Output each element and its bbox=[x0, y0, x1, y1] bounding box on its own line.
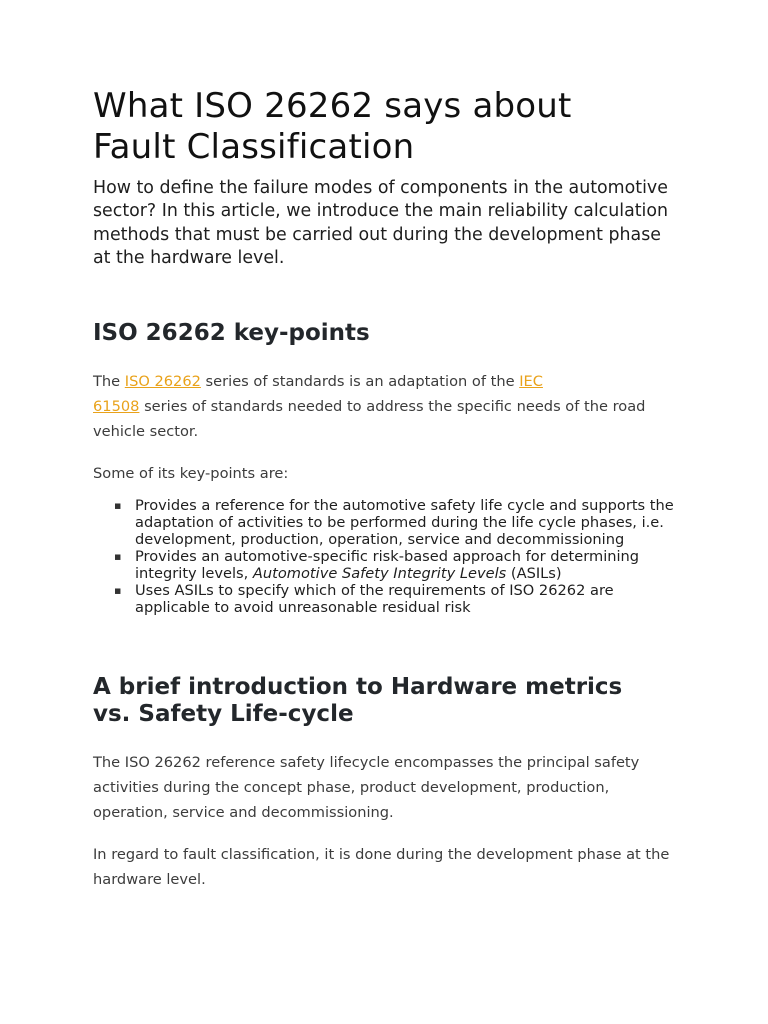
asil-term: Automotive Safety Integrity Levels bbox=[252, 565, 507, 583]
list-item-text: (ASILs) bbox=[506, 565, 562, 583]
list-item-text: Provides an automotive-specific risk-based approach for determining integrity levels, bbox=[135, 548, 640, 583]
key-points-lead: Some of its key-points are: bbox=[93, 465, 289, 483]
key-points-paragraph bbox=[93, 369, 683, 444]
lifecycle-paragraph: The ISO 26262 reference safety lifecycle encompasses the principal safety activities during the concept phase, product development, production, operation, service and decommissioning. bbox=[93, 754, 640, 822]
paragraph-text: series of standards is an adaptation of the bbox=[200, 373, 520, 391]
list-item-text: Uses ASILs to specify which of the requirements of ISO 26262 are applicable to avoid unreasonable residual risk bbox=[135, 582, 614, 617]
page-title-line-2: Fault Classification bbox=[93, 127, 415, 167]
bullet-marker: ▪ bbox=[114, 499, 122, 513]
article bbox=[93, 86, 683, 892]
section-heading-hardware-metrics bbox=[93, 674, 683, 728]
section-heading-key-points: ISO 26262 key-points bbox=[93, 320, 370, 347]
iec-61508-link-text: 61508 bbox=[93, 398, 140, 416]
iec-61508-link-text: IEC bbox=[519, 373, 543, 391]
page-title bbox=[93, 86, 683, 168]
section-heading-line-1: A brief introduction to Hardware metrics bbox=[93, 674, 623, 701]
paragraph-text: The bbox=[93, 373, 125, 391]
list-item bbox=[93, 548, 683, 582]
paragraph-text: series of standards needed to address the specific needs of the road vehicle sector. bbox=[93, 398, 646, 441]
fault-classification-paragraph: In regard to fault classification, it is done during the development phase at the hardware level. bbox=[93, 846, 670, 889]
page-title-line-1: What ISO 26262 says about bbox=[93, 86, 572, 126]
list-item bbox=[93, 497, 683, 548]
list-item-text: Provides a reference for the automotive safety life cycle and supports the adaptation of activities to be performed during the life cycle phases, i.e. development, production, operation, service and decommissioning bbox=[135, 497, 674, 549]
bullet-marker: ▪ bbox=[114, 584, 122, 598]
iso-26262-link[interactable]: ISO 26262 bbox=[124, 373, 201, 391]
bullet-marker: ▪ bbox=[114, 550, 122, 564]
article-intro: How to define the failure modes of components in the automotive sector? In this article, we introduce the main reliability calculation methods that must be carried out during the development phase at the hardware level. bbox=[93, 178, 669, 268]
list-item bbox=[93, 582, 683, 616]
key-points-list bbox=[93, 497, 683, 616]
section-heading-line-2: vs. Safety Life-cycle bbox=[93, 701, 354, 728]
